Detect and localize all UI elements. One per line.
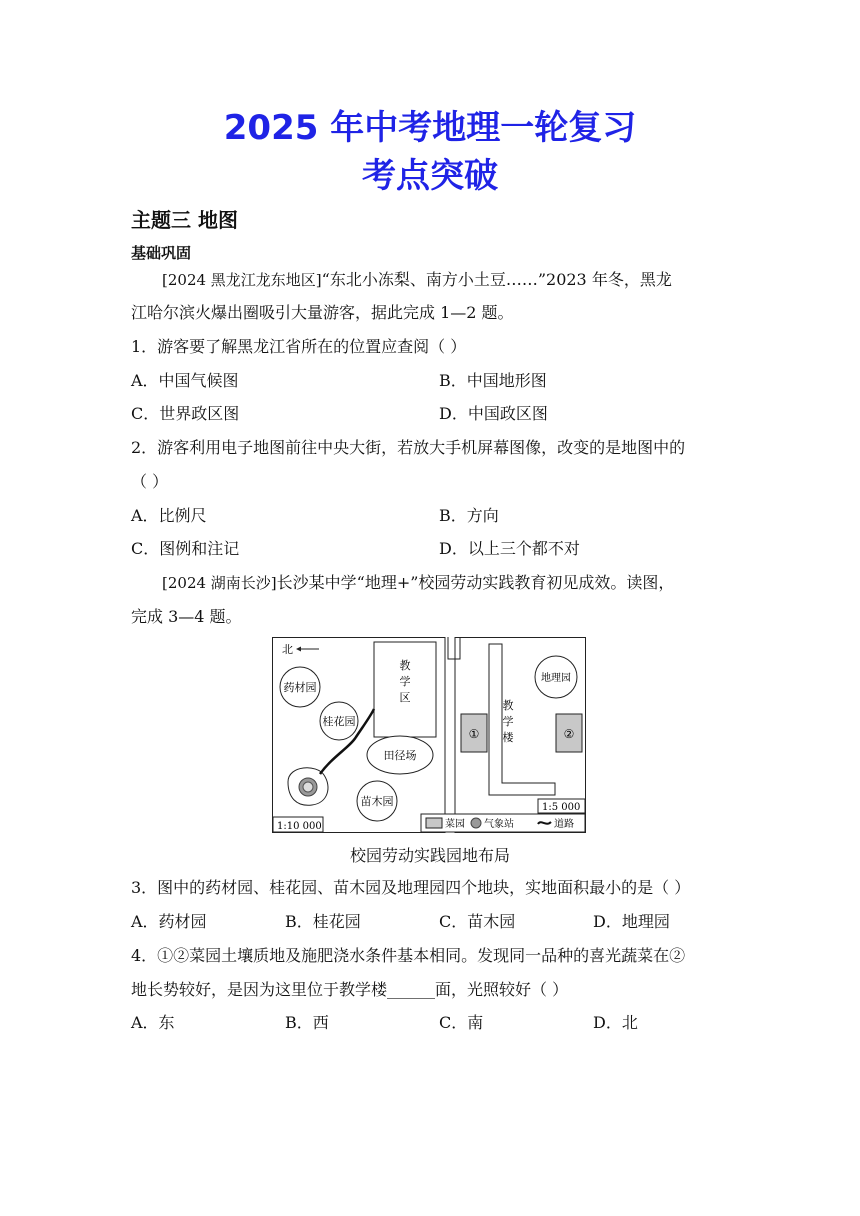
q3-stem: 3．图中的药材园、桂花园、苗木园及地理园四个地块，实地面积最小的是（ ） (131, 878, 691, 897)
topic-heading: 主题三 地图 (131, 208, 238, 232)
group2-intro-text: 长沙某中学“地理+”校园劳动实践教育初见成效。读图， (276, 573, 675, 592)
q4-option-d: D．北 (593, 1013, 638, 1032)
q2-option-c: C．图例和注记 (131, 539, 240, 558)
q3-option-b: B．桂花园 (285, 912, 361, 931)
teaching-area-block (374, 642, 436, 737)
teaching-area-label-1: 教 (399, 659, 411, 672)
q4-stem-line1: 4．①②菜园土壤质地及施肥浇水条件基本相同。发现同一品种的喜光蔬菜在② (131, 946, 686, 965)
subtopic-heading: 基础巩固 (131, 244, 192, 262)
nursery-label: 苗木园 (360, 795, 394, 808)
group2-intro-line1 (162, 573, 674, 593)
q1-option-a: A．中国气候图 (131, 371, 239, 390)
q4-option-b: B．西 (285, 1013, 329, 1032)
q4-stem-line2: 地长势较好，是因为这里位于教学楼______面，光照较好（ ） (131, 980, 569, 999)
figure-caption: 校园劳动实践园地布局 (349, 846, 510, 865)
q1-option-c: C．世界政区图 (131, 404, 240, 423)
group1-source: [2024 黑龙江龙东地区] (162, 271, 322, 289)
legend-station-icon (471, 818, 481, 828)
group2-intro-line2: 完成 3—4 题。 (131, 607, 242, 626)
doc-title-line2: 考点突破 (362, 156, 498, 196)
legend-road-label: 道路 (554, 819, 574, 830)
q4-option-a: A．东 (131, 1013, 175, 1032)
legend-veg-label: 菜园 (445, 819, 465, 830)
legend-station-label: 气象站 (484, 819, 514, 830)
q3-option-c: C．苗木园 (439, 912, 516, 931)
q3-option-d: D．地理园 (593, 912, 670, 931)
doc-title-line1: 2025 年中考地理一轮复习 (223, 108, 637, 148)
q3-option-a: A．药材园 (131, 912, 207, 931)
scale-left: 1:10 000 (277, 821, 322, 832)
q2-stem-line1: 2．游客利用电子地图前往中央大街，若放大手机屏幕图像，改变的是地图中的 (131, 438, 686, 457)
track-field-label: 田径场 (383, 749, 417, 762)
plot-1-label: ① (468, 727, 480, 741)
teaching-area-label-2: 学 (399, 675, 411, 688)
legend-veg-swatch (426, 818, 442, 828)
plot-2-label: ② (563, 727, 575, 741)
q1-stem: 1．游客要了解黑龙江省所在的位置应查阅（ ） (131, 337, 467, 356)
scale-right: 1:5 000 (542, 802, 581, 813)
teaching-building-label-2: 学 (502, 715, 514, 728)
q4-option-c: C．南 (439, 1013, 484, 1032)
q2-option-d: D．以上三个都不对 (439, 539, 580, 558)
teaching-building-label-3: 楼 (502, 731, 514, 744)
campus-map-figure (272, 637, 586, 833)
teaching-area-label-3: 区 (399, 691, 411, 704)
q1-option-b: B．中国地形图 (439, 371, 547, 390)
q2-option-a: A．比例尺 (131, 506, 207, 525)
q1-option-d: D．中国政区图 (439, 404, 548, 423)
group1-intro-text: “东北小冻梨、南方小土豆……”2023 年冬，黑龙 (321, 270, 672, 289)
group1-intro-line1 (162, 270, 672, 290)
teaching-building-label-1: 教 (502, 699, 514, 712)
geo-garden-label: 地理园 (541, 673, 571, 684)
group2-source: [2024 湖南长沙] (162, 574, 277, 592)
q2-option-b: B．方向 (439, 506, 499, 525)
group1-intro-line2: 江哈尔滨火爆出圈吸引大量游客，据此完成 1—2 题。 (131, 303, 514, 322)
osmanthus-garden-label: 桂花园 (322, 715, 356, 728)
herb-garden-label: 药材园 (283, 681, 317, 694)
q2-stem-line2: （ ） (131, 472, 169, 491)
north-label: 北 (282, 643, 293, 656)
